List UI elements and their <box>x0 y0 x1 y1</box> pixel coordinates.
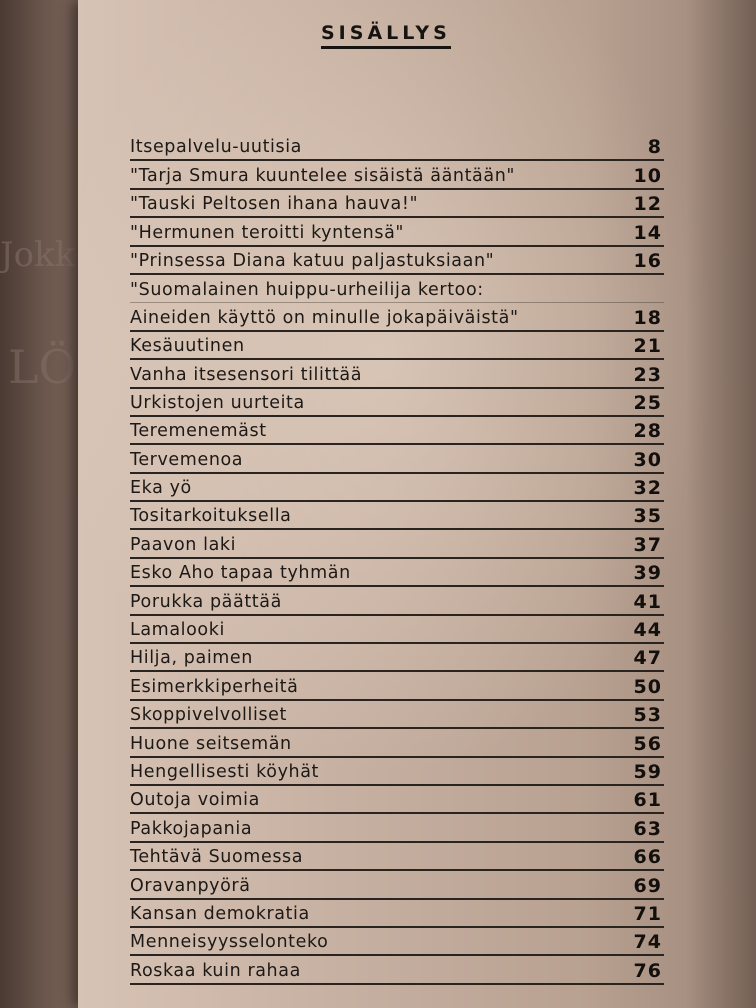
toc-entry-page: 76 <box>633 959 662 982</box>
toc-entry-page: 66 <box>633 846 662 869</box>
toc-row <box>130 616 664 644</box>
toc-entry-page: 21 <box>633 335 662 358</box>
left-page-edge <box>0 0 82 1008</box>
toc-row <box>130 644 664 672</box>
toc-row <box>130 502 664 530</box>
toc-row <box>130 786 664 814</box>
toc-row <box>130 161 664 189</box>
toc-entry-title: Roskaa kuin rahaa <box>130 960 301 981</box>
toc-entry-page: 25 <box>633 391 662 414</box>
toc-entry-title: Pakkojapania <box>130 818 253 839</box>
toc-row <box>130 218 664 246</box>
left-page-ghost-text-large: LÖ <box>8 340 77 394</box>
toc-entry-page: 12 <box>633 193 662 216</box>
toc-row <box>130 701 664 729</box>
toc-row <box>130 758 664 786</box>
toc-entry-page: 23 <box>633 363 662 386</box>
toc-entry-page: 16 <box>633 249 662 272</box>
toc-entry-title: Skoppivelvolliset <box>130 705 287 726</box>
toc-entry-title: Menneisyysselonteko <box>130 932 329 953</box>
toc-row <box>130 871 664 899</box>
toc-entry-page: 69 <box>633 874 662 897</box>
page-title: SISÄLLYS <box>321 22 451 49</box>
toc-row <box>130 275 664 303</box>
toc-row <box>130 303 664 331</box>
toc-entry-page: 61 <box>633 789 662 812</box>
toc-row <box>130 332 664 360</box>
toc-row <box>130 190 664 218</box>
toc-entry-title: Hengellisesti köyhät <box>130 761 320 782</box>
table-of-contents <box>130 133 664 985</box>
toc-row <box>130 417 664 445</box>
toc-entry-title: Kesäuutinen <box>130 336 245 357</box>
toc-entry-page: 32 <box>633 477 662 500</box>
toc-row <box>130 956 664 984</box>
toc-entry-page: 56 <box>633 732 662 755</box>
toc-row <box>130 247 664 275</box>
toc-entry-page: 37 <box>633 533 662 556</box>
toc-entry-title: Paavon laki <box>130 534 237 555</box>
toc-entry-page: 74 <box>633 931 662 954</box>
book-page <box>78 0 756 1008</box>
toc-entry-title: "Tarja Smura kuuntelee sisäistä ääntään" <box>130 165 516 186</box>
toc-entry-title: Porukka päättää <box>130 591 282 612</box>
toc-row <box>130 900 664 928</box>
toc-entry-page: 59 <box>633 760 662 783</box>
toc-row <box>130 389 664 417</box>
toc-entry-page: 41 <box>633 590 662 613</box>
toc-row <box>130 672 664 700</box>
toc-entry-page: 35 <box>633 505 662 528</box>
toc-entry-title: Hilja, paimen <box>130 648 253 669</box>
toc-entry-title: Huone seitsemän <box>130 733 292 754</box>
toc-entry-title: Teremenemäst <box>130 421 267 442</box>
left-page-ghost-text: Jokk <box>0 235 76 275</box>
toc-entry-page: 30 <box>633 448 662 471</box>
toc-entry-page: 50 <box>633 675 662 698</box>
toc-entry-title: Tervemenoa <box>130 449 244 470</box>
toc-entry-title: "Hermunen teroitti kyntensä" <box>130 222 405 243</box>
toc-entry-title: Esimerkkiperheitä <box>130 676 299 697</box>
toc-entry-title: Outoja voimia <box>130 790 260 811</box>
toc-row <box>130 360 664 388</box>
toc-entry-page: 18 <box>633 306 662 329</box>
toc-row <box>130 814 664 842</box>
toc-entry-title: Urkistojen uurteita <box>130 392 305 413</box>
toc-entry-title: Esko Aho tapaa tyhmän <box>130 563 351 584</box>
toc-entry-title: "Prinsessa Diana katuu paljastuksiaan" <box>130 250 495 271</box>
toc-entry-page: 39 <box>633 562 662 585</box>
toc-row <box>130 928 664 956</box>
toc-entry-title: Tositarkoituksella <box>130 506 292 527</box>
toc-entry-title: Itsepalvelu-uutisia <box>130 137 303 158</box>
toc-entry-title: Aineiden käyttö on minulle jokapäiväistä" <box>130 307 519 328</box>
toc-entry-title: Eka yö <box>130 478 192 499</box>
toc-row <box>130 587 664 615</box>
toc-entry-title: Kansan demokratia <box>130 903 310 924</box>
toc-row <box>130 729 664 757</box>
toc-entry-page: 71 <box>633 902 662 925</box>
toc-entry-page: 44 <box>633 619 662 642</box>
toc-entry-page: 10 <box>633 164 662 187</box>
toc-entry-page: 63 <box>633 817 662 840</box>
toc-row <box>130 559 664 587</box>
toc-entry-title: Vanha itsesensori tilittää <box>130 364 363 385</box>
toc-row <box>130 445 664 473</box>
toc-entry-page: 53 <box>633 704 662 727</box>
toc-entry-title: "Tauski Peltosen ihana hauva!" <box>130 194 419 215</box>
toc-entry-title: Tehtävä Suomessa <box>130 847 304 868</box>
toc-entry-page: 8 <box>647 136 662 159</box>
toc-row <box>130 474 664 502</box>
toc-entry-title: Oravanpyörä <box>130 875 251 896</box>
toc-entry-page: 14 <box>633 221 662 244</box>
toc-entry-title: "Suomalainen huippu-urheilija kertoo: <box>130 280 484 301</box>
toc-row <box>130 530 664 558</box>
toc-entry-title: Lamalooki <box>130 620 225 641</box>
toc-row <box>130 133 664 161</box>
toc-entry-page: 28 <box>633 420 662 443</box>
toc-row <box>130 843 664 871</box>
toc-entry-page: 47 <box>633 647 662 670</box>
